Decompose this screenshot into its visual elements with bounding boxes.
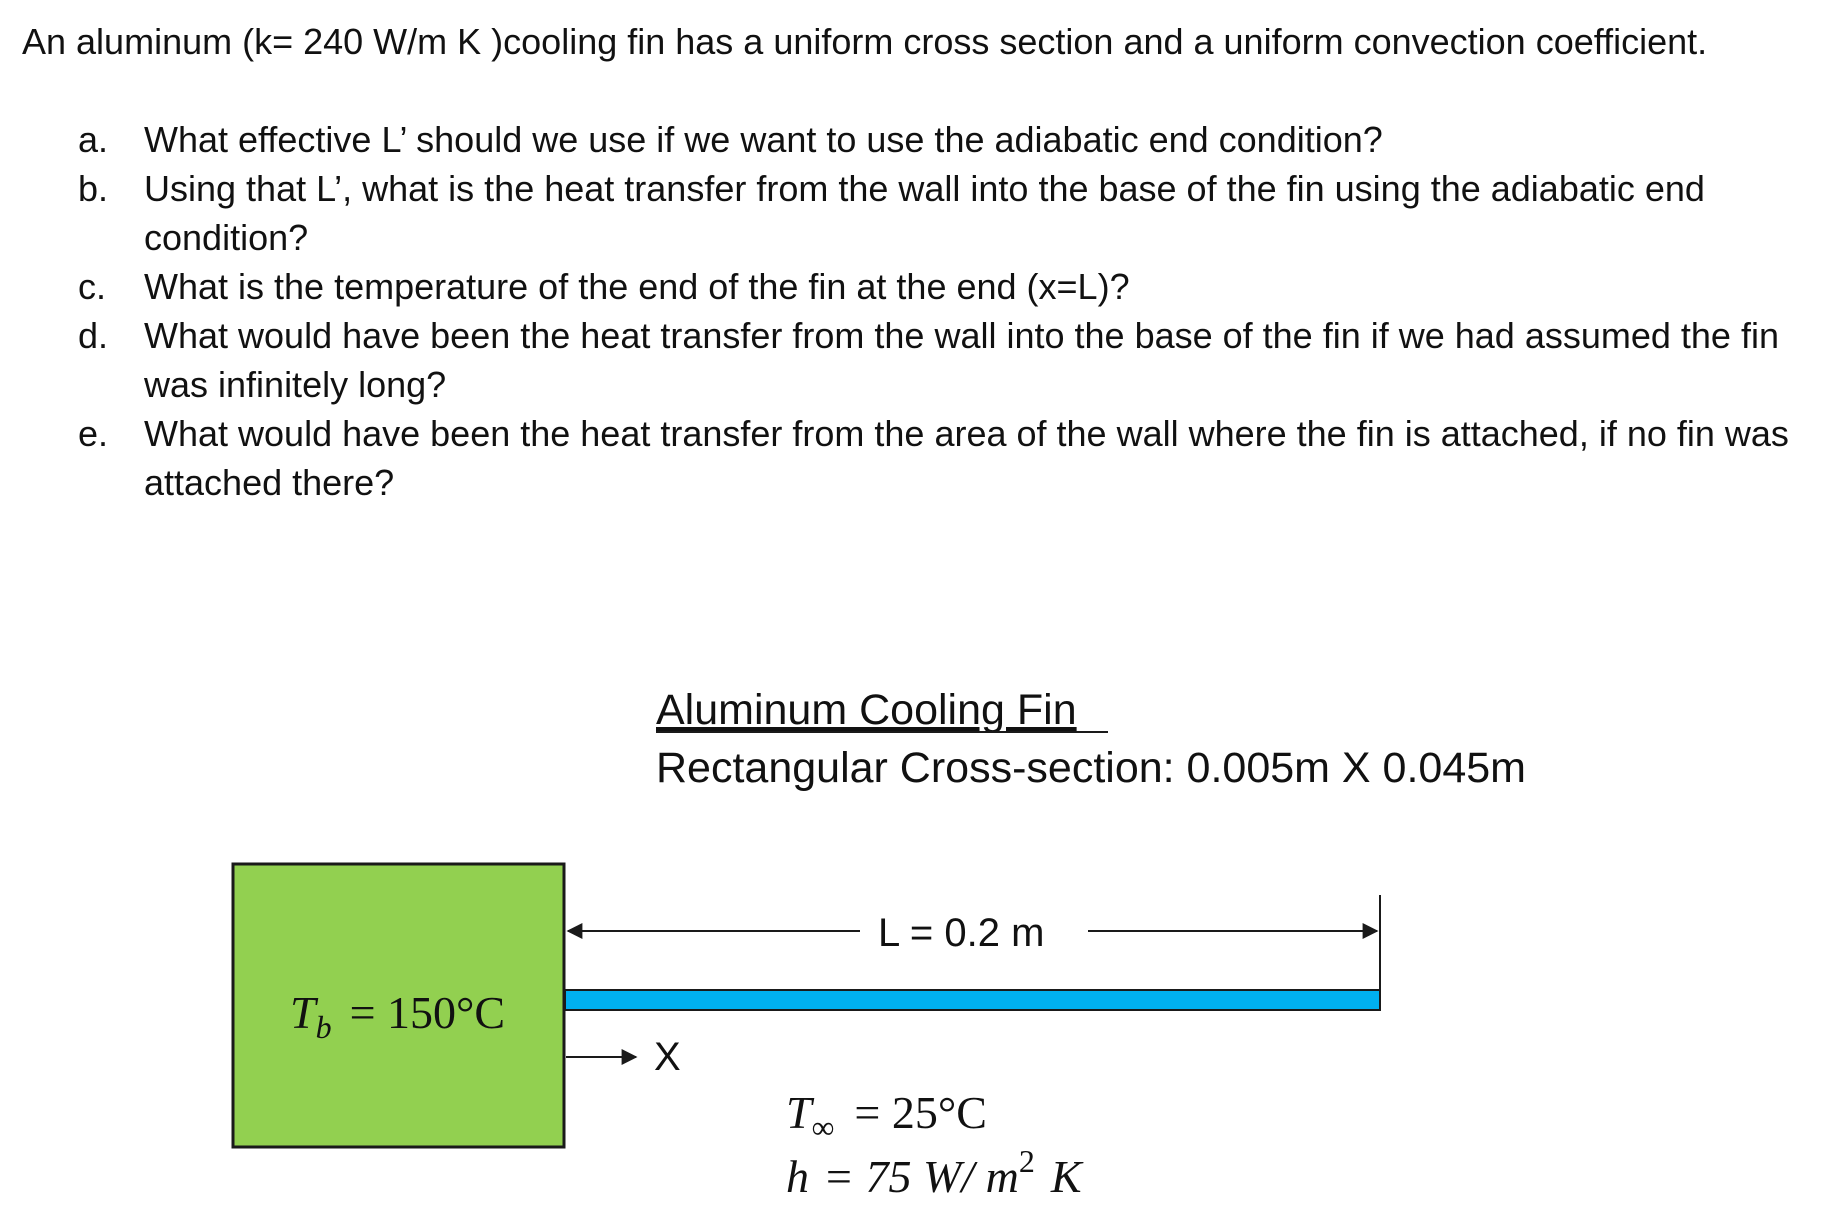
question-text: What is the temperature of the end of the fin at the end (x=L)? xyxy=(144,266,1130,307)
convection-unit: K xyxy=(1050,1151,1082,1202)
question-text: Using that L’, what is the heat transfer from the wall into the base of the fin using the adiabatic end condition? xyxy=(144,168,1705,258)
convection-value: = 75 W/ m xyxy=(823,1151,1019,1202)
question-text: What would have been the heat transfer from the wall into the base of the fin if we had assumed the fin was infinitely long? xyxy=(144,315,1779,405)
question-letter: e. xyxy=(78,413,109,454)
question-text: What would have been the heat transfer from the area of the wall where the fin is attached, if no fin was attached there? xyxy=(144,413,1789,503)
convection-exponent: 2 xyxy=(1018,1143,1035,1179)
base-temp-subscript: b xyxy=(315,1009,332,1045)
base-temp-value: = 150°C xyxy=(349,987,506,1038)
convection-symbol: h xyxy=(786,1151,809,1202)
base-temp-symbol: T xyxy=(290,987,316,1038)
ambient-temp-value: = 25°C xyxy=(854,1087,987,1138)
ambient-temperature-label xyxy=(786,1087,987,1145)
question-text: What effective L’ should we use if we want to use the adiabatic end condition? xyxy=(144,119,1383,160)
question-letter: d. xyxy=(78,315,109,356)
fin-bar xyxy=(565,990,1380,1010)
ambient-temp-symbol: T xyxy=(786,1087,812,1138)
problem-intro: An aluminum (k= 240 W/m K )cooling fin has a uniform cross section and a uniform convection coefficient. xyxy=(22,21,1708,62)
question-letter: a. xyxy=(78,119,109,160)
figure-subtitle: Rectangular Cross-section: 0.005m X 0.045m xyxy=(656,744,1526,792)
ambient-temp-subscript: ∞ xyxy=(811,1109,835,1145)
x-axis-label: X xyxy=(654,1035,681,1079)
convection-coefficient-label xyxy=(786,1143,1084,1202)
length-label: L = 0.2 m xyxy=(878,911,1045,955)
question-letter: b. xyxy=(78,168,109,209)
figure-title: Aluminum Cooling Fin xyxy=(656,686,1077,734)
question-letter: c. xyxy=(78,266,107,307)
